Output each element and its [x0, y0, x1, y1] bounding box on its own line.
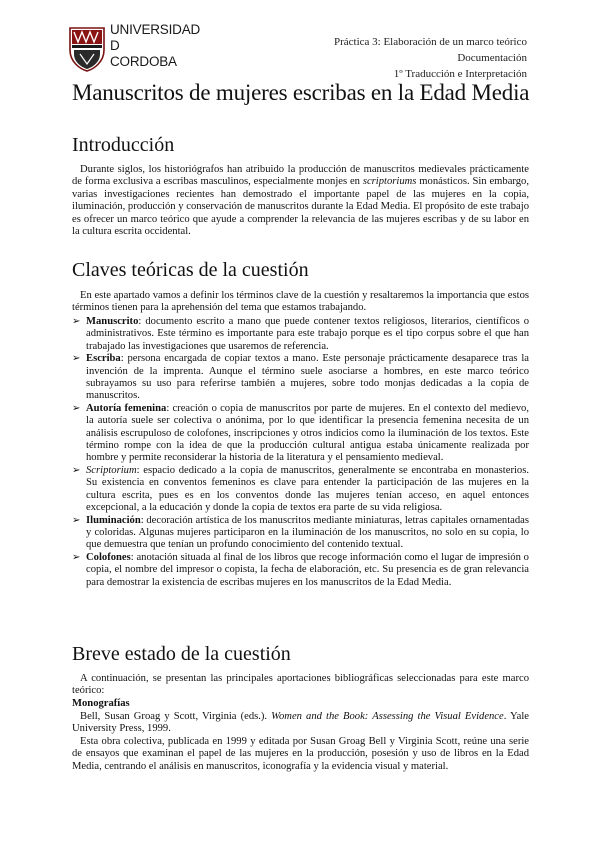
reference-publisher: . Yale University Press, 1999. — [72, 711, 529, 735]
claves-lead: En este apartado vamos a definir los términos clave de la cuestión y resaltaremos la importancia que estos términos tienen para la aprehensión del tema que estamos trabajando. — [72, 290, 529, 314]
reference-authors: Bell, Susan Groag y Scott, Virginia (eds.). — [80, 711, 272, 722]
term-definition: documento escrito a mano que puede contener textos religiosos, literarios, científicos o administrativos. Este término es importante para este trabajo porque es el tipo corpus sobre el que han trabajado las investigaciones que usaremos de referencia. — [86, 316, 530, 352]
term-separator: : — [140, 514, 147, 526]
intro-heading: Introducción — [72, 134, 175, 156]
page-title: Manuscritos de mujeres escribas en la Edad Media — [72, 80, 530, 105]
university-crest-icon — [68, 24, 106, 72]
term-label: Scriptorium — [86, 464, 137, 476]
course-line-practice: Práctica 3: Elaboración de un marco teórico — [333, 36, 527, 48]
arrow-bullet-icon: ➢ — [72, 464, 81, 476]
term-definition: persona encargada de copiar textos a mano. Este personaje prácticamente desaparece tras la invención de la imprenta. Aunque el término suele asociarse a hombres, en este marco teórico subrayamos su uso para referirse también a mujeres, sobre todo monjas dedicadas a la copia de manuscritos. — [86, 353, 529, 402]
list-item — [72, 552, 529, 589]
reference-entry — [72, 711, 529, 736]
term-label: Autoría femenina — [86, 402, 167, 414]
estado-heading: Breve estado de la cuestión — [72, 643, 291, 665]
list-item — [72, 515, 529, 552]
intro-text-before: Durante siglos, los historiógrafos han atribuido la producción de manuscritos medievales prácticamente de forma exclusiva a escribas masculinos, especialmente monjes en — [72, 164, 529, 188]
logo-university-line1: UNIVERSIDAD — [110, 22, 201, 37]
term-label: Manuscrito — [86, 316, 139, 327]
term-separator: : — [120, 353, 128, 365]
term-label: Escriba — [86, 353, 121, 365]
course-info — [334, 34, 527, 82]
arrow-bullet-icon: ➢ — [72, 551, 81, 563]
monografias-subheading: Monografías — [72, 698, 130, 709]
arrow-bullet-icon: ➢ — [72, 353, 81, 365]
term-separator: : — [130, 551, 137, 563]
term-label: Iluminación — [86, 514, 141, 526]
logo-university-line2: D — [110, 38, 120, 53]
intro-paragraph — [72, 164, 529, 238]
logo-university-line3: CORDOBA — [110, 54, 177, 69]
list-item — [72, 353, 529, 403]
arrow-bullet-icon: ➢ — [72, 514, 81, 526]
reference-title: Women and the Book: Assessing the Visual Evidence — [271, 711, 504, 722]
course-line-degree: 1º Traducción e Interpretación — [393, 68, 527, 80]
term-separator: : — [136, 464, 144, 476]
intro-text-italic: scriptoriums — [362, 176, 417, 188]
term-separator: : — [138, 316, 146, 327]
term-label: Colofones — [86, 551, 131, 563]
claves-heading: Claves teóricas de la cuestión — [72, 259, 309, 281]
arrow-bullet-icon: ➢ — [72, 402, 81, 414]
list-item — [72, 465, 529, 515]
term-definition: creación o copia de manuscritos por parte de mujeres. En el contexto del medievo, la autoría suele ser colectiva o anónima, por lo que identificar la presencia femenina necesita de un análisis escrupuloso de colofones, inscripciones y otros indicios como la iluminación de los textos. Este término rompe con la idea de que la producción cultural antigua estaba únicamente realizada por hombre y permite reconsiderar la historia de la literatura y el pensamiento medieval. — [86, 402, 530, 464]
term-definition: espacio dedicado a la copia de manuscritos, generalmente se encontraba en monasterios. Su existencia en conventos femeninos es clave para entender la participación de las mujeres en la cultura escrita, pues es en los conventos donde las mujeres tenían acceso, en aquel entonces excepcional, a la educación y donde la copia de textos era parte de su vida religiosa. — [86, 464, 529, 514]
intro-text-after: monásticos. Sin embargo, varias investigaciones recientes han demostrado el importante papel de las mujeres en la copia, iluminación, producción y conservación de manuscritos durante la Edad Media. El propósito de este trabajo es ofrecer un marco teórico que ayude a comprender la relevancia de las mujeres escribas y de su labor en la cultura escrita occidental. — [72, 176, 529, 238]
term-definition: anotación situada al final de los libros que recoge información como el lugar de impresión o copia, el nombre del impresor o copista, la fecha de elaboración, etc. Su presencia es de gran relevancia para demostrar la existencia de escribas mujeres en los manuscritos de la Edad Media. — [86, 551, 529, 588]
list-item — [72, 316, 529, 353]
list-item — [72, 403, 529, 465]
arrow-bullet-icon: ➢ — [72, 316, 81, 327]
term-definition: decoración artística de los manuscritos mediante miniaturas, letras capitales ornamentadas y coloridas. Algunas mujeres participaron en la iluminación de los manuscritos, no solo en su copia, lo que demuestra que tenían un profundo conocimiento del contenido textual. — [86, 514, 529, 551]
term-separator: : — [166, 402, 173, 414]
reference-summary: Esta obra colectiva, publicada en 1999 y editada por Susan Groag Bell y Virginia Scott, reúne una serie de ensayos que examinan el papel de las mujeres en la producción, posesión y uso de libros en la Edad Media, centrando el análisis en manuscritos, iconografía y la evidencia visual y material. — [72, 736, 529, 772]
course-line-subject: Documentación — [457, 52, 527, 64]
estado-lead: A continuación, se presentan las principales aportaciones bibliográficas seleccionadas para este marco teórico: — [72, 673, 529, 697]
university-logo — [68, 22, 201, 84]
claves-list — [72, 316, 529, 589]
